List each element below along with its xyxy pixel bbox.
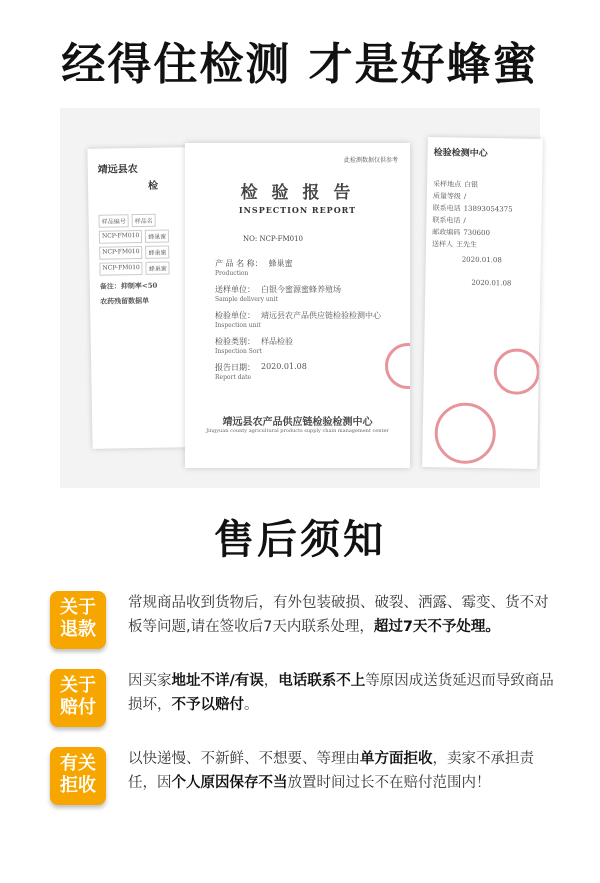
refund-text: [128, 591, 556, 639]
text-part-bold: 单方面拒收: [360, 751, 433, 767]
badge-line: 有关: [60, 753, 96, 774]
text-part-bold: 地址不详/有误: [171, 673, 264, 689]
right-date: 2020.01.08: [461, 255, 502, 265]
field-label: 送样单位：: [215, 285, 255, 294]
text-part: ，卖家不承担责任，因: [128, 751, 534, 791]
left-table-head-2: 样品名: [132, 214, 156, 227]
right-label: 联系电话: [432, 204, 461, 213]
right-label: 采样地点: [432, 180, 462, 189]
field-label-en: Inspection unit: [215, 322, 261, 329]
badge-line: 关于: [60, 675, 96, 696]
left-doc-note: 备注：抑制率<50: [99, 280, 158, 291]
field-value: 白银今蜜源蜜蜂养殖场: [261, 285, 341, 294]
text-part: 常规商品收到货物后，有外包装破损、破裂、洒露、霉变、货不对板等问题,请在签收后7天内联系处理，: [128, 595, 549, 635]
text-part: 放置时间过长不在赔付范围内！: [287, 775, 491, 791]
text-part: 。: [244, 697, 259, 713]
compensation-badge: [50, 669, 106, 727]
stamp-icon: [434, 402, 496, 464]
field-label: 产 品 名 称：: [215, 259, 263, 268]
right-date: 2020.01.08: [471, 278, 512, 288]
right-value: 白银: [463, 180, 479, 189]
report-title-en: INSPECTION REPORT: [238, 205, 357, 215]
text-part-bold: 超过7天不予处理。: [373, 619, 500, 635]
field-label-en: Sample delivery unit: [215, 296, 278, 303]
badge-line: 拒收: [60, 775, 96, 796]
right-doc-title: 检验检测中心: [433, 148, 488, 160]
text-part: ，: [263, 673, 279, 689]
page-headline: 经得住检测 才是好蜂蜜: [61, 39, 539, 90]
report-title: 检 验 报 告: [240, 183, 355, 203]
left-table-cell: NCP-FM010: [99, 230, 143, 244]
report-number: NO: NCP-FM010: [243, 235, 304, 243]
left-doc-note: 农药残留数据单: [99, 295, 150, 306]
left-table-cell: 蜂巢蜜: [145, 229, 169, 242]
compensation-text: [128, 669, 556, 717]
report-left-page: [87, 147, 192, 449]
field-label: 检验单位：: [215, 311, 255, 320]
inspection-report-image: [60, 108, 540, 488]
field-value: 靖远县农产品供应链检验检测中心: [261, 311, 381, 320]
rejection-badge: [50, 747, 106, 805]
right-value: 13893054375: [463, 204, 513, 214]
report-top-note: 此检测数据仅供参考: [343, 157, 398, 164]
right-value: 王先生: [455, 240, 478, 249]
text-part-bold: 电话联系不上: [278, 673, 366, 689]
field-value: 蜂巢蜜: [268, 259, 293, 268]
stamp-icon: [493, 348, 540, 395]
left-table-cell: 蜂巢蜜: [146, 261, 170, 274]
left-table-cell: 蜂巢蜜: [145, 245, 169, 258]
text-part: 以快递慢、不新鲜、不想要、等理由: [128, 751, 360, 767]
right-value: 730600: [463, 228, 491, 238]
text-part-bold: 不予以赔付: [171, 697, 244, 713]
right-label: 联系电话: [432, 216, 461, 225]
right-value: /: [463, 216, 466, 225]
badge-line: 关于: [60, 597, 96, 618]
right-label: 邮政编码: [432, 228, 461, 237]
right-value: /: [463, 192, 467, 201]
right-label: 质量等级: [432, 192, 461, 201]
field-value: 样品检验: [261, 337, 293, 346]
report-main-page: [185, 143, 410, 468]
left-table-cell: NCP-FM010: [99, 246, 143, 260]
refund-badge: [50, 591, 106, 649]
field-value: 2020.01.08: [261, 362, 307, 371]
field-label-en: Report date: [215, 374, 252, 381]
report-right-page: [422, 137, 543, 469]
left-table-head-1: 样品编号: [99, 214, 129, 228]
field-label-en: Production: [215, 270, 249, 277]
field-label: 报告日期：: [215, 363, 255, 372]
text-part: 等原因成送货延迟而导致商品损坏，: [128, 673, 554, 713]
badge-line: 退款: [60, 619, 96, 640]
left-doc-subtitle: 检: [147, 180, 159, 192]
field-label-en: Inspection Sort: [215, 348, 262, 355]
badge-line: 赔付: [60, 697, 96, 718]
after-sales-title: 售后须知: [214, 517, 386, 563]
text-part-bold: 个人原因保存不当: [171, 775, 288, 791]
right-label: 送样人: [431, 240, 454, 249]
rejection-text: [128, 747, 556, 795]
field-label: 检验类别：: [215, 337, 255, 346]
text-part: 因买家: [128, 673, 172, 689]
left-table-cell: NCP-FM010: [99, 262, 143, 276]
report-footer: 靖远县农产品供应链检验检测中心: [222, 417, 373, 428]
left-doc-title: 靖远县农: [97, 164, 138, 176]
report-footer-en: Jingyuan county agricultural products supply chain management center: [206, 428, 389, 434]
